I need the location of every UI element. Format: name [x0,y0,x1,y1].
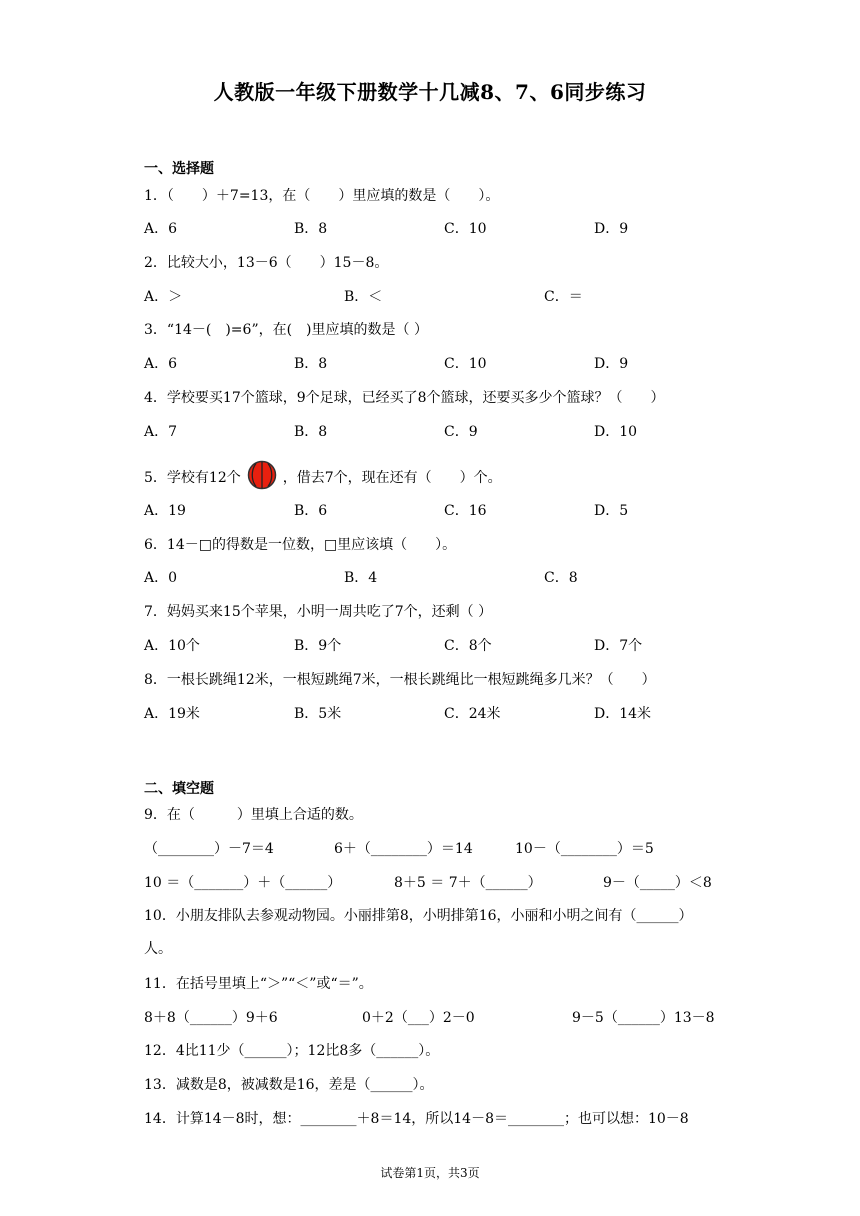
option-c[interactable]: C．10 [444,221,487,237]
fill-blank-expression[interactable]: （________）－7＝4 [144,841,274,857]
option-d[interactable]: D．9 [594,356,629,372]
question-7-options [144,636,724,656]
question-9: 9．在（ ）里填上合适的数。 [144,807,363,823]
fill-blank-expression[interactable]: 8＋5 ＝ 7＋（______） [394,875,542,891]
question-8: 8．一根长跳绳12米，一根短跳绳7米，一根长跳绳比一根短跳绳多几米？（ ） [144,672,656,688]
question-4: 4．学校要买17个篮球，9个足球，已经买了8个篮球，还要买多少个篮球？（ ） [144,390,665,406]
option-b[interactable]: B．8 [294,424,328,440]
question-10-line-2: 人。 [144,941,172,957]
option-c[interactable]: C．9 [444,424,478,440]
question-5-text-after: ，借去7个，现在还有（ ）个。 [282,470,502,486]
option-d[interactable]: D．5 [594,503,629,519]
option-b[interactable]: B．8 [294,221,328,237]
fill-blank-expression[interactable]: 6＋（________）＝14 [334,841,473,857]
question-3: 3．“14－( )=6”，在( )里应填的数是（ ） [144,322,428,338]
option-d[interactable]: D．9 [594,221,629,237]
option-a[interactable]: A．19 [144,503,186,519]
question-13[interactable]: 13．减数是8，被减数是16，差是（______）。 [144,1077,434,1093]
question-11: 11．在括号里填上“＞”“＜”或“＝”。 [144,976,373,992]
compare-blank[interactable]: 8＋8（______）9＋6 [144,1010,278,1026]
basketball-icon [247,460,277,496]
question-4-options [144,422,724,442]
option-a[interactable]: A．0 [144,570,178,586]
question-3-options [144,354,724,374]
fill-blank-expression[interactable]: 10－（________）＝5 [515,841,654,857]
question-2: 2．比较大小，13－6（ ）15－8。 [144,255,389,271]
option-a[interactable]: A．＞ [144,289,183,305]
question-8-options [144,704,724,724]
section-heading-choice: 一、选择题 [144,161,214,177]
question-5-options [144,501,724,521]
option-a[interactable]: A．7 [144,424,178,440]
question-2-options [144,287,724,307]
question-5 [144,460,502,496]
fill-blank-expression[interactable]: 10 ＝（_______）＋（______） [144,875,342,891]
option-d[interactable]: D．10 [594,424,638,440]
question-6-options [144,568,724,588]
question-1-options [144,219,724,239]
option-b[interactable]: B．＜ [344,289,383,305]
option-b[interactable]: B．4 [344,570,378,586]
section-heading-fill: 二、填空题 [144,781,214,797]
page-footer: 试卷第1页，共3页 [380,1166,480,1180]
question-14[interactable]: 14．计算14－8时，想：________＋8＝14，所以14－8＝________；也可以想：10－8 [144,1111,689,1127]
option-b[interactable]: B．6 [294,503,328,519]
option-d[interactable]: D．14米 [594,706,652,722]
question-1: 1．（ ）＋7=13，在（ ）里应填的数是（ ）。 [144,188,500,204]
option-c[interactable]: C．8 [544,570,578,586]
option-c[interactable]: C．16 [444,503,487,519]
question-5-text-before: 5．学校有12个 [144,470,241,486]
option-b[interactable]: B．8 [294,356,328,372]
compare-blank[interactable]: 9－5（______）13－8 [572,1010,715,1026]
option-d[interactable]: D．7个 [594,638,643,654]
option-c[interactable]: C．10 [444,356,487,372]
option-a[interactable]: A．6 [144,221,178,237]
option-a[interactable]: A．10个 [144,638,200,654]
question-12[interactable]: 12．4比11少（______）；12比8多（______）。 [144,1043,440,1059]
option-b[interactable]: B．9个 [294,638,342,654]
option-c[interactable]: C．＝ [544,289,583,305]
question-10-line-1[interactable]: 10．小朋友排队去参观动物园。小丽排第8，小明排第16，小丽和小明之间有（______） [144,908,693,924]
compare-blank[interactable]: 0＋2（___）2－0 [362,1010,475,1026]
question-7: 7．妈妈买来15个苹果，小明一周共吃了7个，还剩（ ） [144,604,493,620]
option-c[interactable]: C．24米 [444,706,501,722]
page-title: 人教版一年级下册数学十几减8、7、6同步练习 [213,80,647,104]
option-a[interactable]: A．19米 [144,706,200,722]
option-a[interactable]: A．6 [144,356,178,372]
option-c[interactable]: C．8个 [444,638,492,654]
question-6: 6．14－□的得数是一位数，□里应该填（ ）。 [144,537,457,553]
fill-blank-expression[interactable]: 9－（_____）＜8 [603,875,712,891]
option-b[interactable]: B．5米 [294,706,342,722]
